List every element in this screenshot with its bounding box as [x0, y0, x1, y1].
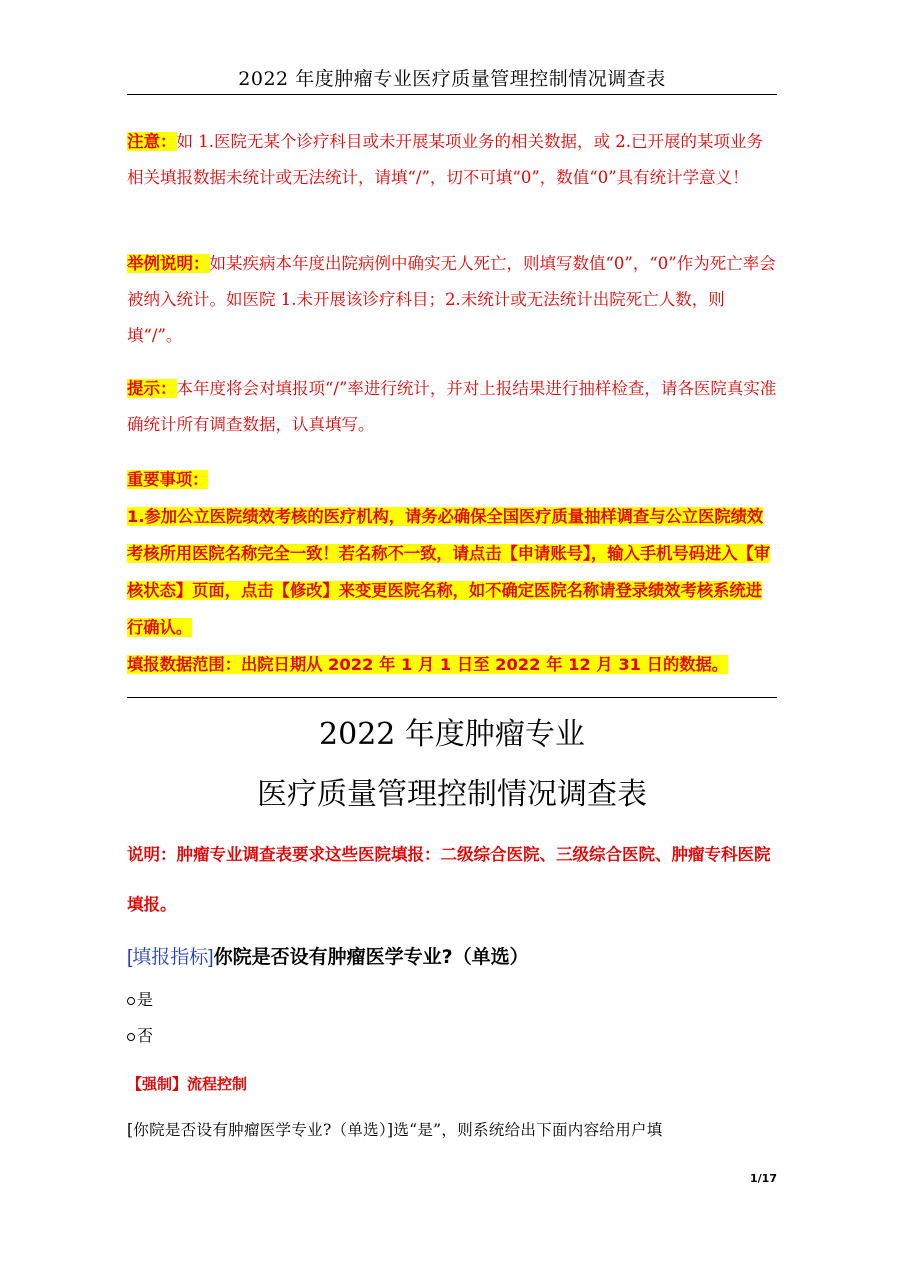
option-label: 否 [137, 1026, 154, 1045]
option-no[interactable] [127, 1024, 153, 1048]
main-title-line1: 2022 年度肿瘤专业 [319, 717, 585, 752]
notice-label: 提示： [127, 379, 177, 398]
radio-icon[interactable] [127, 1033, 135, 1041]
question-tag: [填报指标] [127, 947, 214, 968]
notice-text: 如 1.医院无某个诊疗科目或未开展某项业务的相关数据，或 2.已开展的某项业务相关填报数据未统计或无法统计，请填“/”，切不可填“0”，数值“0”具有统计学意义！ [127, 132, 763, 187]
page-header: 2022 年度肿瘤专业医疗质量管理控制情况调查表 [127, 64, 777, 95]
main-title-line2: 医疗质量管理控制情况调查表 [257, 777, 647, 812]
important-section [127, 461, 777, 683]
notice-example [127, 246, 777, 354]
notice-text: 本年度将会对填报项“/”率进行统计，并对上报结果进行抽样检查，请各医院真实准确统计所有调查数据，认真填写。 [127, 379, 777, 434]
important-heading: 重要事项： [127, 470, 209, 489]
notice-text: 如某疾病本年度出院病例中确实无人死亡，则填写数值“0”，“0”作为死亡率会被纳入统计。如医院 1.未开展该诊疗科目；2.未统计或无法统计出院死亡人数，则填“/”。 [127, 254, 776, 345]
notice-label: 举例说明： [127, 254, 210, 273]
data-range: 填报数据范围：出院日期从 2022 年 1 月 1 日至 2022 年 12 月 31 日的数据。 [127, 655, 729, 674]
force-text: 流程控制 [187, 1075, 248, 1093]
force-control [127, 1072, 247, 1096]
section-divider [127, 697, 777, 698]
question [127, 940, 777, 975]
force-bracket: 【强制】 [127, 1075, 188, 1093]
radio-icon[interactable] [127, 997, 135, 1005]
option-yes[interactable] [127, 988, 153, 1012]
important-item-1: 1.参加公立医院绩效考核的医疗机构，请务必确保全国医疗质量抽样调查与公立医院绩效考核所用医院名称完全一致！若名称不一致，请点击【申请账号】，输入手机号码进入【审核状态】页面，点击【修改】来变更医院名称，如不确定医院名称请登录绩效考核系统进行确认。 [127, 507, 771, 637]
notice-attention [127, 124, 777, 196]
option-label: 是 [137, 990, 154, 1009]
description: 说明：肿瘤专业调查表要求这些医院填报：二级综合医院、三级综合医院、肿瘤专科医院填报。 [127, 845, 771, 914]
flow-text: [你院是否设有肿瘤医学专业?（单选）]选“是”，则系统给出下面内容给用户填 [127, 1121, 663, 1139]
notice-label: 注意： [127, 132, 177, 151]
notice-tip [127, 371, 777, 443]
question-text: 你院是否设有肿瘤医学专业?（单选） [213, 946, 529, 968]
page-number: 1/17 [750, 1172, 777, 1185]
